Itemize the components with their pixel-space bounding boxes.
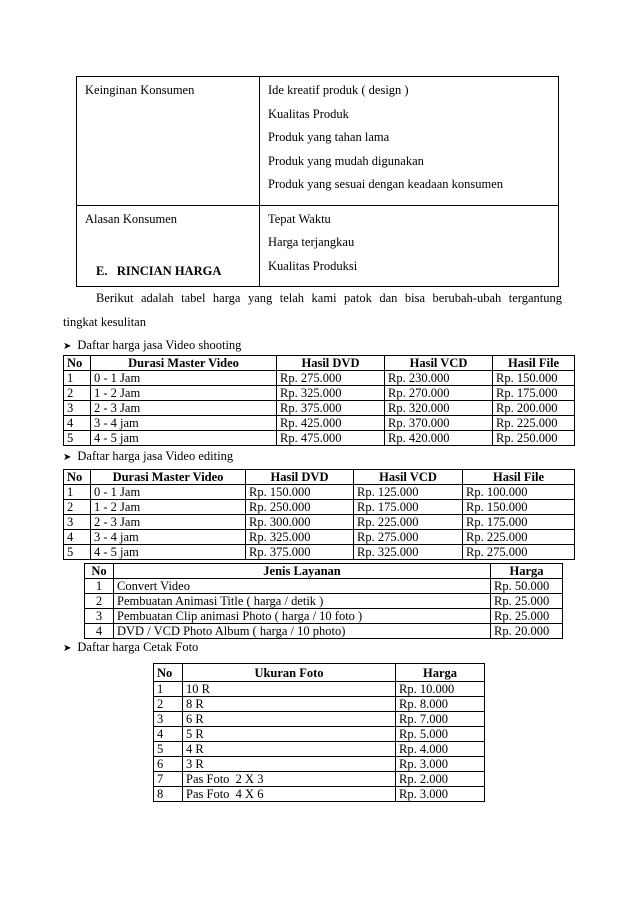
- paragraph-line-1: Berikut adalah tabel harga yang telah kami patok dan bisa berubah-ubah tergantung: [96, 291, 562, 305]
- cell-vcd: Rp. 175.000: [354, 500, 463, 515]
- consumer-wish-items: [260, 77, 559, 206]
- cell-no: 8: [154, 787, 183, 802]
- list-item: Produk yang tahan lama: [268, 130, 390, 144]
- col-header: Hasil DVD: [277, 356, 385, 371]
- col-header: Hasil VCD: [354, 470, 463, 485]
- cell-price: Rp. 8.000: [396, 697, 485, 712]
- cell-no: 2: [64, 386, 91, 401]
- cell-dvd: Rp. 275.000: [277, 371, 385, 386]
- consumer-table: [76, 76, 559, 287]
- list-item: Kualitas Produk: [268, 106, 349, 121]
- cell-file: Rp. 100.000: [463, 485, 575, 500]
- cell-vcd: Rp. 125.000: [354, 485, 463, 500]
- cell-dvd: Rp. 475.000: [277, 431, 385, 446]
- cell-price: Rp. 7.000: [396, 712, 485, 727]
- cell-file: Rp. 175.000: [493, 386, 575, 401]
- table-row: [85, 624, 563, 639]
- cell-no: 3: [64, 401, 91, 416]
- cell-vcd: Rp. 320.000: [385, 401, 493, 416]
- cell-dvd: Rp. 325.000: [246, 530, 354, 545]
- list-item: Kualitas Produksi: [268, 258, 358, 273]
- col-header: Hasil File: [463, 470, 575, 485]
- cell-price: Rp. 25.000: [491, 609, 563, 624]
- cell-file: Rp. 200.000: [493, 401, 575, 416]
- cell-service: Pembuatan Animasi Title ( harga / detik ): [114, 594, 491, 609]
- cell-price: Rp. 10.000: [396, 682, 485, 697]
- col-header: No: [154, 664, 183, 682]
- table-row: [154, 787, 485, 802]
- cell-size: 6 R: [183, 712, 396, 727]
- arrow-bullet-icon: ➤: [63, 643, 72, 654]
- table-row: [154, 772, 485, 787]
- list-item: Ide kreatif produk ( design ): [268, 83, 409, 97]
- cell-duration: 3 - 4 jam: [91, 530, 246, 545]
- services-price-table: [84, 563, 563, 639]
- cell-size: Pas Foto 2 X 3: [183, 772, 396, 787]
- cell-price: Rp. 3.000: [396, 757, 485, 772]
- cell-duration: 4 - 5 jam: [91, 545, 246, 560]
- consumer-reason-label: Alasan Konsumen: [77, 205, 260, 287]
- cell-no: 1: [154, 682, 183, 697]
- cell-duration: 3 - 4 jam: [91, 416, 277, 431]
- cell-duration: 0 - 1 Jam: [91, 485, 246, 500]
- cell-price: Rp. 3.000: [396, 787, 485, 802]
- cell-file: Rp. 150.000: [463, 500, 575, 515]
- col-header: Harga: [396, 664, 485, 682]
- cell-no: 3: [64, 515, 91, 530]
- cell-service: Convert Video: [114, 579, 491, 594]
- cell-dvd: Rp. 150.000: [246, 485, 354, 500]
- table-row: [85, 594, 563, 609]
- table-row: [85, 579, 563, 594]
- cell-vcd: Rp. 370.000: [385, 416, 493, 431]
- col-header: No: [64, 470, 91, 485]
- table-row: [64, 530, 575, 545]
- col-header: Ukuran Foto: [183, 664, 396, 682]
- cell-size: Pas Foto 4 X 6: [183, 787, 396, 802]
- cell-duration: 1 - 2 Jam: [91, 500, 246, 515]
- cell-no: 2: [154, 697, 183, 712]
- col-header: Jenis Layanan: [114, 564, 491, 579]
- col-header: Durasi Master Video: [91, 356, 277, 371]
- table-row: [64, 416, 575, 431]
- cell-vcd: Rp. 230.000: [385, 371, 493, 386]
- cell-duration: 1 - 2 Jam: [91, 386, 277, 401]
- table-header-row: [64, 470, 575, 485]
- list-item: Tepat Waktu: [268, 211, 331, 226]
- editing-price-table: [63, 469, 575, 560]
- section-heading: E. RINCIAN HARGA: [96, 264, 222, 278]
- table-row: [154, 712, 485, 727]
- photo-caption: ➤ Daftar harga Cetak Foto: [63, 640, 199, 654]
- cell-file: Rp. 250.000: [493, 431, 575, 446]
- table-row: [64, 386, 575, 401]
- cell-dvd: Rp. 325.000: [277, 386, 385, 401]
- editing-caption: ➤ Daftar harga jasa Video editing: [63, 449, 234, 463]
- cell-vcd: Rp. 420.000: [385, 431, 493, 446]
- shooting-price-table: [63, 355, 575, 446]
- cell-file: Rp. 175.000: [463, 515, 575, 530]
- list-item: Harga terjangkau: [268, 235, 355, 249]
- cell-no: 1: [64, 485, 91, 500]
- table-header-row: [154, 664, 485, 682]
- cell-file: Rp. 225.000: [463, 530, 575, 545]
- table-row: [154, 727, 485, 742]
- cell-price: Rp. 50.000: [491, 579, 563, 594]
- col-header: Durasi Master Video: [91, 470, 246, 485]
- consumer-reason-items: [260, 205, 559, 287]
- cell-no: 5: [64, 545, 91, 560]
- list-item: Produk yang mudah digunakan: [268, 153, 424, 168]
- col-header: Hasil VCD: [385, 356, 493, 371]
- cell-dvd: Rp. 375.000: [246, 545, 354, 560]
- consumer-wish-label: Keinginan Konsumen: [77, 77, 260, 206]
- cell-size: 3 R: [183, 757, 396, 772]
- cell-vcd: Rp. 225.000: [354, 515, 463, 530]
- cell-no: 2: [85, 594, 114, 609]
- table-row: [64, 431, 575, 446]
- cell-size: 5 R: [183, 727, 396, 742]
- table-row: [64, 371, 575, 386]
- cell-no: 5: [154, 742, 183, 757]
- cell-dvd: Rp. 375.000: [277, 401, 385, 416]
- col-header: No: [64, 356, 91, 371]
- table-row: [64, 515, 575, 530]
- cell-dvd: Rp. 250.000: [246, 500, 354, 515]
- cell-price: Rp. 25.000: [491, 594, 563, 609]
- cell-dvd: Rp. 425.000: [277, 416, 385, 431]
- table-row: [154, 742, 485, 757]
- cell-no: 1: [64, 371, 91, 386]
- cell-duration: 0 - 1 Jam: [91, 371, 277, 386]
- cell-vcd: Rp. 270.000: [385, 386, 493, 401]
- cell-no: 4: [85, 624, 114, 639]
- table-row: [154, 757, 485, 772]
- cell-price: Rp. 4.000: [396, 742, 485, 757]
- cell-no: 2: [64, 500, 91, 515]
- col-header: Hasil DVD: [246, 470, 354, 485]
- table-row: [77, 77, 559, 206]
- table-header-row: [85, 564, 563, 579]
- table-row: [154, 682, 485, 697]
- cell-no: 4: [64, 530, 91, 545]
- table-header-row: [64, 356, 575, 371]
- cell-vcd: Rp. 325.000: [354, 545, 463, 560]
- table-row: [64, 545, 575, 560]
- arrow-bullet-icon: ➤: [63, 452, 72, 463]
- cell-price: Rp. 20.000: [491, 624, 563, 639]
- table-row: [154, 697, 485, 712]
- table-row: [64, 401, 575, 416]
- cell-no: 5: [64, 431, 91, 446]
- cell-no: 1: [85, 579, 114, 594]
- cell-no: 3: [85, 609, 114, 624]
- cell-no: 7: [154, 772, 183, 787]
- list-item: Produk yang sesuai dengan keadaan konsumen: [268, 177, 504, 191]
- cell-duration: 2 - 3 Jam: [91, 401, 277, 416]
- photo-price-table: [153, 663, 485, 802]
- cell-vcd: Rp. 275.000: [354, 530, 463, 545]
- cell-no: 6: [154, 757, 183, 772]
- cell-file: Rp. 225.000: [493, 416, 575, 431]
- cell-no: 3: [154, 712, 183, 727]
- cell-duration: 4 - 5 jam: [91, 431, 277, 446]
- cell-service: Pembuatan Clip animasi Photo ( harga / 10 foto ): [114, 609, 491, 624]
- shooting-caption: ➤ Daftar harga jasa Video shooting: [63, 338, 242, 352]
- cell-no: 4: [64, 416, 91, 431]
- table-row: [85, 609, 563, 624]
- cell-size: 4 R: [183, 742, 396, 757]
- arrow-bullet-icon: ➤: [63, 341, 72, 352]
- cell-price: Rp. 5.000: [396, 727, 485, 742]
- cell-dvd: Rp. 300.000: [246, 515, 354, 530]
- table-row: [64, 500, 575, 515]
- col-header: No: [85, 564, 114, 579]
- cell-file: Rp. 150.000: [493, 371, 575, 386]
- paragraph-line-2: tingkat kesulitan: [63, 315, 146, 329]
- cell-file: Rp. 275.000: [463, 545, 575, 560]
- cell-size: 10 R: [183, 682, 396, 697]
- cell-size: 8 R: [183, 697, 396, 712]
- cell-price: Rp. 2.000: [396, 772, 485, 787]
- col-header: Harga: [491, 564, 563, 579]
- cell-service: DVD / VCD Photo Album ( harga / 10 photo): [114, 624, 491, 639]
- table-row: [64, 485, 575, 500]
- cell-duration: 2 - 3 Jam: [91, 515, 246, 530]
- col-header: Hasil File: [493, 356, 575, 371]
- cell-no: 4: [154, 727, 183, 742]
